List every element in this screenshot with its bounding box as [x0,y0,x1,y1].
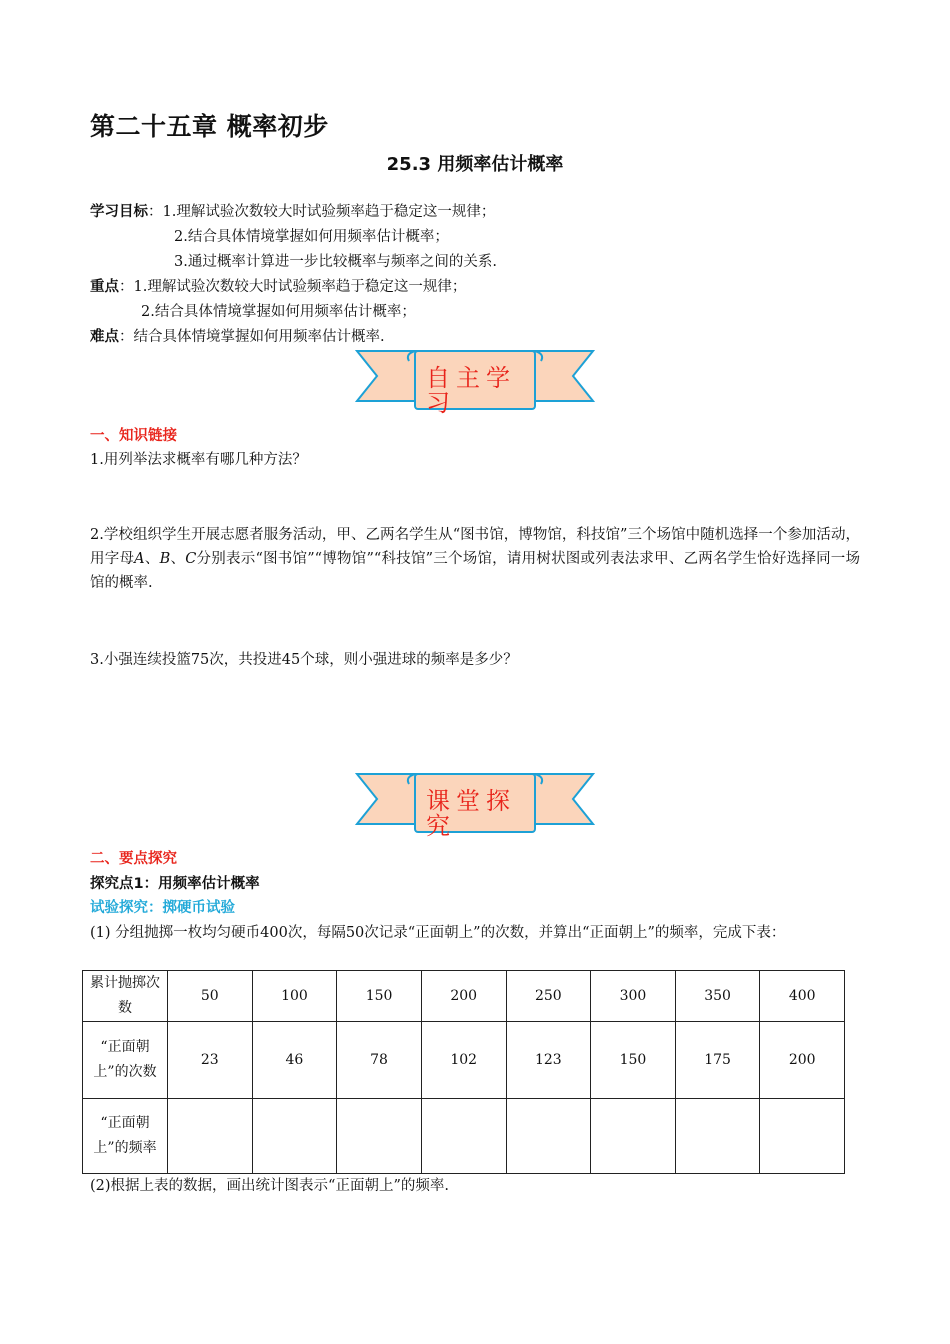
table-cell: 350 [675,971,760,1022]
table-cell: 200 [421,971,506,1022]
objectives-label: 学习目标 [90,204,148,220]
table-cell: 200 [760,1022,845,1099]
task-2: (2)根据上表的数据，画出统计图表示“正面朝上”的频率. [90,1178,449,1194]
table-cell: 400 [760,971,845,1022]
section-title: 25.3 用频率估计概率 [386,154,564,175]
objectives-line-1: 学习目标：1.理解试验次数较大时试验频率趋于稳定这一规律； [90,204,496,220]
key-point-item: 2.结合具体情境掌握如何用频率估计概率； [141,304,416,320]
question-3: 3.小强连续投篮75次，共投进45个球，则小强进球的频率是多少？ [90,652,518,668]
table-cell: 46 [252,1022,337,1099]
table-cell-empty[interactable] [675,1099,760,1174]
table-cell: 250 [506,971,591,1022]
table-cell: 50 [168,971,253,1022]
table-cell-empty[interactable] [506,1099,591,1174]
objective-item: 1.理解试验次数较大时试验频率趋于稳定这一规律； [162,204,496,220]
banner-self-study: 自主学习 [426,364,516,417]
part2-heading: 二、要点探究 [90,851,177,867]
table-row [83,1099,845,1174]
objective-item: 2.结合具体情境掌握如何用频率估计概率； [174,229,449,245]
part1-heading: 一、知识链接 [90,428,177,444]
difficulty-line: 难点：结合具体情境掌握如何用频率估计概率. [90,329,385,345]
row-header: “正面朝上”的频率 [83,1099,168,1174]
banner-classroom-inquiry: 课堂探究 [426,787,516,840]
table-cell: 23 [168,1022,253,1099]
table-cell: 100 [252,971,337,1022]
question-1: 1.用列举法求概率有哪几种方法？ [90,452,307,468]
key-point-item: 1.理解试验次数较大时试验频率趋于稳定这一规律； [133,279,467,295]
table-cell-empty[interactable] [591,1099,676,1174]
coin-toss-table [82,970,845,1174]
key-points-line-1: 重点：1.理解试验次数较大时试验频率趋于稳定这一规律； [90,279,467,295]
table-cell: 78 [337,1022,422,1099]
table-cell-empty[interactable] [760,1099,845,1174]
table-cell-empty[interactable] [337,1099,422,1174]
table-row [83,1022,845,1099]
table-cell: 300 [591,971,676,1022]
table-cell-empty[interactable] [168,1099,253,1174]
table-cell: 175 [675,1022,760,1099]
table-cell-empty[interactable] [421,1099,506,1174]
table-cell: 150 [337,971,422,1022]
difficulty-label: 难点 [90,329,119,345]
row-header: 累计抛掷次数 [83,971,168,1022]
table-cell: 150 [591,1022,676,1099]
chapter-title: 第二十五章 概率初步 [90,112,329,141]
table-cell: 102 [421,1022,506,1099]
question-2: 2.学校组织学生开展志愿者服务活动，甲、乙两名学生从“图书馆，博物馆，科技馆”三个场馆中随机选择一个参加活动，用字母A、B、C分别表示“图书馆”“博物馆”“科技馆”三个场馆，请用树状图或列表法求甲、乙两名学生恰好选择同一场馆的概率. [90,527,861,591]
experiment-heading: 试验探究：掷硬币试验 [90,900,235,916]
table-row [83,971,845,1022]
key-points-label: 重点 [90,279,119,295]
task-1: (1) 分组抛掷一枚均匀硬币400次，每隔50次记录“正面朝上”的次数，并算出“正面朝上”的频率，完成下表： [90,925,786,941]
difficulty-text: 结合具体情境掌握如何用频率估计概率. [133,329,385,345]
row-header: “正面朝上”的次数 [83,1022,168,1099]
inquiry-point-1: 探究点1：用频率估计概率 [90,876,260,892]
table-cell: 123 [506,1022,591,1099]
objective-item: 3.通过概率计算进一步比较概率与频率之间的关系. [174,254,497,270]
table-cell-empty[interactable] [252,1099,337,1174]
